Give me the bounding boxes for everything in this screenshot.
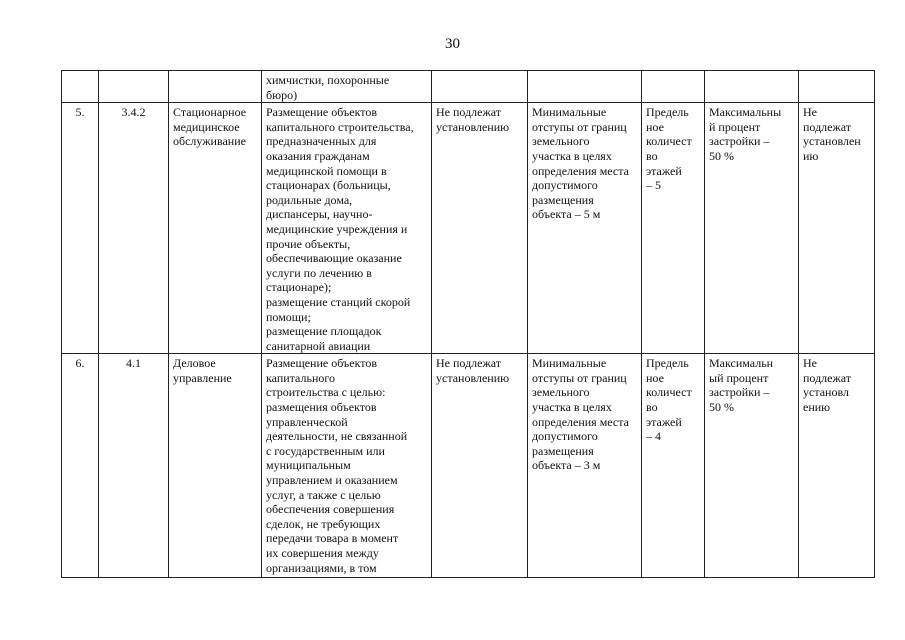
cell-text-line: Деловое [173,356,216,371]
cell-text-line: размещение станций скорой [266,294,411,309]
cell-text-line: количест [646,385,692,400]
cell-text-line: этажей [646,163,682,178]
other-params-cell [799,103,875,354]
cell-text-line: Предель [646,356,689,371]
cell-text-line: установлен [803,134,861,149]
cell-text-line: обеспечивающие оказание [266,251,402,266]
cell-text-line: 50 % [709,148,734,163]
setbacks-cell [528,103,642,354]
cell-text-line: Не подлежат [436,105,502,120]
cell-text-line: капитального [266,370,335,385]
zoning-regulations-table [61,70,875,578]
cell-text-line: капитального строительства, [266,119,414,134]
cell-text-line: отступы от границ [532,119,627,134]
cell-text-line: бюро) [266,87,298,102]
cell-text-line: прочие объекты, [266,236,351,251]
use-name-cell [169,354,262,578]
row-number-cell [62,71,99,103]
cell-text-line: организациями, в том [266,560,377,575]
coverage-cell [705,71,799,103]
floors-cell [642,354,705,578]
cell-text-line: медицинское [173,119,240,134]
cell-text-line: строительства с целью: [266,385,386,400]
cell-text-line: оказания гражданам [266,148,370,163]
coverage-cell [705,354,799,578]
cell-text-line: помощи; [266,309,311,324]
use-description-cell [262,354,432,578]
cell-text-line: размещение площадок [266,324,382,339]
cell-text-line: диспансеры, научно- [266,207,373,222]
cell-text-line: подлежат [803,119,852,134]
coverage-cell [705,103,799,354]
cell-text-line: участка в целях [532,400,612,415]
cell-text-line: установлению [436,370,510,385]
other-params-cell [799,71,875,103]
cell-text-line: Не [803,356,817,371]
cell-text-line: с государственным или [266,443,385,458]
cell-text-line: сделок, не требующих [266,516,381,531]
cell-text-line: й процент [709,119,761,134]
cell-text-line: Предель [646,105,689,120]
cell-text-line: санитарной авиации [266,338,371,353]
cell-text-line: подлежат [803,370,852,385]
setbacks-cell [528,354,642,578]
cell-text: 5. [75,105,85,120]
cell-text: 4.1 [126,356,141,371]
cell-text-line: предназначенных для [266,134,377,149]
cell-text-line: Стационарное [173,105,247,120]
cell-text-line: допустимого [532,178,598,193]
use-code-cell [99,103,169,354]
cell-text: 3.4.2 [121,105,146,120]
cell-text-line: медицинской помощи в [266,163,387,178]
cell-text-line: – 4 [646,429,661,444]
cell-text-line: услуги по лечению в [266,265,372,280]
plot-size-cell [432,71,528,103]
setbacks-cell [528,71,642,103]
use-code-cell [99,71,169,103]
cell-text-line: ию [803,148,819,163]
cell-text-line: Не [803,105,817,120]
row-number-cell [62,103,99,354]
cell-text-line: 50 % [709,400,734,415]
cell-text-line: Минимальные [532,356,607,371]
cell-text-line: услуг, а также с целью [266,487,381,502]
cell-text-line: объекта – 5 м [532,207,601,222]
cell-text-line: химчистки, похоронные [266,73,390,87]
row-number-cell [62,354,99,578]
cell-text-line: – 5 [646,178,661,193]
use-name-cell [169,103,262,354]
cell-text-line: ый процент [709,370,769,385]
table-row [62,354,875,578]
cell-text-line: ное [646,119,664,134]
cell-text-line: отступы от границ [532,370,627,385]
cell-text-line: допустимого [532,429,598,444]
cell-text: 6. [75,356,85,371]
cell-text-line: Не подлежат [436,356,502,371]
cell-text-line: Максимальны [709,105,782,120]
cell-text-line: управление [173,370,232,385]
cell-text-line: стационарах (больницы, [266,178,391,193]
cell-text-line: Размещение объектов [266,356,377,371]
cell-text-line: стационаре); [266,280,332,295]
cell-text-line: Максимальн [709,356,774,371]
table-row [62,71,875,103]
plot-size-cell [432,354,528,578]
use-description-cell [262,103,432,354]
cell-text-line: во [646,400,658,415]
other-params-cell [799,354,875,578]
cell-text-line: земельного [532,385,590,400]
cell-text-line: управлением и оказанием [266,473,398,488]
cell-text-line: деятельности, не связанной [266,429,408,444]
cell-text-line: обслуживание [173,134,246,149]
cell-text-line: застройки – [709,385,770,400]
cell-text-line: ению [803,400,831,415]
cell-text-line: размещения объектов [266,400,377,415]
cell-text-line: установл [803,385,849,400]
use-code-cell [99,354,169,578]
cell-text-line: передачи товара в момент [266,531,399,546]
cell-text-line: размещения [532,192,594,207]
cell-text-line: управленческой [266,414,348,429]
cell-text-line: во [646,148,658,163]
floors-cell [642,71,705,103]
use-description-cell [262,71,432,103]
cell-text-line: участка в целях [532,148,612,163]
cell-text-line: определения места [532,414,629,429]
cell-text-line: определения места [532,163,629,178]
cell-text-line: Размещение объектов [266,105,377,120]
cell-text-line: застройки – [709,134,770,149]
plot-size-cell [432,103,528,354]
cell-text-line: земельного [532,134,590,149]
table-row [62,103,875,354]
cell-text-line: их совершения между [266,546,379,560]
floors-cell [642,103,705,354]
cell-text-line: ное [646,370,664,385]
cell-text-line: обеспечения совершения [266,502,395,517]
cell-text-line: размещения [532,443,594,458]
cell-text-line: установлению [436,119,510,134]
use-name-cell [169,71,262,103]
cell-text-line: муниципальным [266,458,351,473]
cell-text-line: количест [646,134,692,149]
cell-text-line: медицинские учреждения и [266,221,408,236]
cell-text-line: родильные дома, [266,192,353,207]
page-number: 30 [445,36,460,52]
cell-text-line: объекта – 3 м [532,458,601,473]
cell-text-line: этажей [646,414,682,429]
cell-text-line: Минимальные [532,105,607,120]
